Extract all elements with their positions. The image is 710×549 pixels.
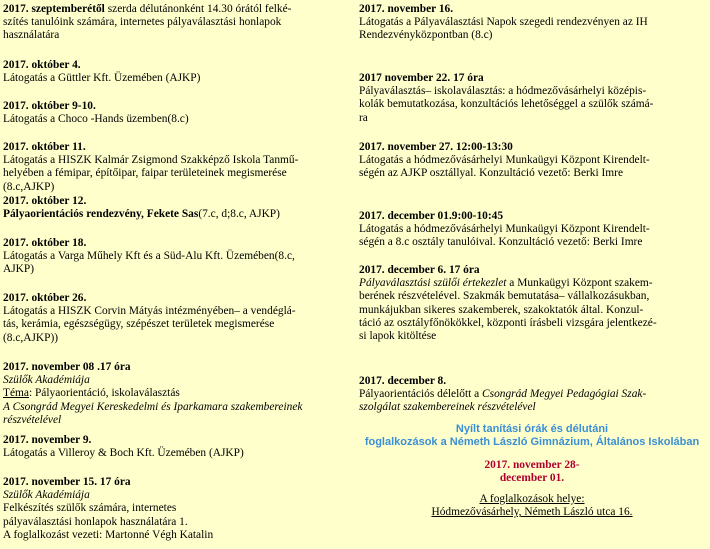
event-text: si lapok kitöltése [359, 330, 437, 343]
event-date: 2017 november 22. 17 óra [359, 72, 484, 84]
event-text: Pályaválasztás– iskolaválasztás: a hódmezővásárhelyi középis- [359, 85, 647, 98]
event-text: Látogatás a Pályaválasztási Napok szegedi rendezvényen az IH [359, 16, 648, 29]
event-text: A Csongrád Megyei Kereskedelmi és Iparkamara szakembereinek [3, 400, 303, 413]
open-days-notice [359, 423, 705, 449]
event-text: használatára [3, 29, 60, 42]
event-date: 2017. október 12. [3, 195, 87, 207]
notice-date: december 01. [499, 472, 565, 485]
event-october-12 [3, 195, 354, 221]
event-text: ra [359, 111, 368, 124]
notice-heading: foglalkozások a Németh László Gimnázium, Általános Iskolában [364, 436, 700, 448]
event-text: szolgálat szakembereinek részvételével [359, 401, 536, 414]
event-date: 2017. október 11. [3, 141, 86, 153]
notice-date: 2017. november 28- [484, 459, 580, 471]
event-text: Látogatás a Güttler Kft. Üzemében (AJKP) [3, 72, 201, 85]
event-november-9 [3, 434, 354, 460]
event-date: 2017. október 4. [3, 59, 81, 71]
event-text: Látogatás a hódmezővásárhelyi Munkaügyi Központ Kirendelt- [359, 223, 650, 236]
event-text: : Pályaorientáció, iskolaválasztás [28, 387, 180, 400]
event-academy: Szülők Akadémiája [3, 489, 90, 502]
event-text: (8.c,AJKP) [3, 180, 55, 193]
event-october-9-10 [3, 100, 354, 126]
event-text: Látogatás a HISZK Kalmár Zsigmond Szakképző Iskola Tanmű- [3, 154, 299, 167]
event-text: munkájukban sikeres szakemberek, szakoktatók által. Konzul- [359, 303, 644, 316]
event-text: helyében a fémipar, építőipar, faipar területeinek megismerése [3, 167, 287, 180]
event-date: 2017. november 15. 17 óra [3, 476, 131, 488]
event-text: Rendezvényközpontban (8.c) [359, 29, 493, 42]
event-text: táció az osztályfőnökökkel, központi írásbeli vizsgára jelentkezé- [359, 316, 657, 329]
event-academy: Szülők Akadémiája [3, 374, 90, 387]
event-november-27 [359, 141, 705, 181]
event-december-1 [359, 210, 705, 250]
event-text: Látogatás a Varga Műhely Kft és a Süd-Alu Kft. Üzemében(8.c, [3, 250, 295, 263]
event-date: 2017. december 01.9:00-10:45 [359, 210, 504, 222]
event-date: 2017. október 18. [3, 237, 87, 249]
event-text: Csongrád Megyei Pedagógiai Szak- [482, 388, 647, 401]
event-date: 2017. november 16. [359, 3, 454, 15]
event-november-8 [3, 361, 354, 427]
event-october-18 [3, 237, 354, 277]
event-date: 2017. október 9-10. [3, 100, 96, 112]
event-date: 2017. november 27. 12:00-13:30 [359, 141, 513, 153]
event-text: szerda délutánonként 14.30 órától felké- [104, 3, 292, 15]
event-text: ségén a 8.c osztály tanulóival. Konzultáció vezető: Berki Imre [359, 236, 643, 249]
event-title: Pályaválasztási szülői értekezlet [359, 277, 507, 290]
event-text: részvételével [3, 413, 62, 426]
notice-heading: Nyílt tanítási órák és délutáni [455, 423, 609, 435]
event-text: a Munkaügyi Központ szakem- [506, 277, 653, 290]
place-address: Hódmezővásárhely, Németh László utca 16. [431, 506, 633, 519]
event-date: 2017. december 8. [359, 375, 447, 387]
event-text: (8.c,AJKP)) [3, 331, 59, 344]
event-november-16 [359, 3, 705, 43]
event-date: 2017. december 6. 17 óra [359, 264, 480, 276]
event-september [3, 3, 354, 43]
event-text: Látogatás a hódmezővásárhelyi Munkaügyi Központ Kirendelt- [359, 154, 650, 167]
event-text: tás, kerámia, egészségügy, szépészet területek megismerése [3, 318, 275, 331]
event-date: 2017. október 26. [3, 292, 87, 304]
event-november-15 [3, 476, 354, 542]
event-text: Látogatás a Villeroy & Boch Kft. Üzemében (AJKP) [3, 447, 244, 460]
place-label: A foglalkozások helye: [479, 493, 585, 505]
topic-label: Téma [3, 387, 29, 400]
event-text: Pályaorientációs délelőtt a [359, 388, 483, 401]
event-text: pályaválasztási honlapok használatára 1. [3, 515, 188, 528]
event-october-11 [3, 141, 354, 194]
event-october-4 [3, 59, 354, 85]
event-text: A foglalkozást vezeti: Martonné Végh Katalin [3, 528, 214, 541]
event-text: szítés tanulóink számára, internetes pályaválasztási honlapok [3, 16, 282, 29]
event-text: Felkészítés szülők számára, internetes [3, 502, 177, 515]
event-text: ségén az AJKP osztállyal. Konzultáció vezető: Berki Imre [359, 167, 624, 180]
event-text: kolák bemutatkozása, konzultációs lehetőséggel a szülők számá- [359, 98, 654, 111]
event-text: (7.c, d;8.c, AJKP) [198, 208, 280, 221]
event-text: AJKP) [3, 263, 35, 276]
event-december-8 [359, 375, 705, 415]
event-date: 2017. november 9. [3, 434, 92, 446]
event-text: Látogatás a Choco -Hands üzemben(8.c) [3, 113, 189, 126]
event-november-22 [359, 72, 705, 125]
event-october-26 [3, 292, 354, 345]
open-days-dates [359, 459, 705, 485]
event-text: Látogatás a HISZK Corvin Mátyás intézményében– a vendéglá- [3, 305, 296, 318]
event-december-6 [359, 264, 705, 343]
event-date: 2017. szeptemberétől [3, 3, 105, 15]
event-title: Pályaorientációs rendezvény, Fekete Sas [3, 208, 199, 221]
event-date: 2017. november 08 .17 óra [3, 361, 131, 373]
open-days-place [359, 493, 705, 519]
event-text: berének részvételével. Szakmák bemutatása– vállalkozásukban, [359, 290, 650, 303]
